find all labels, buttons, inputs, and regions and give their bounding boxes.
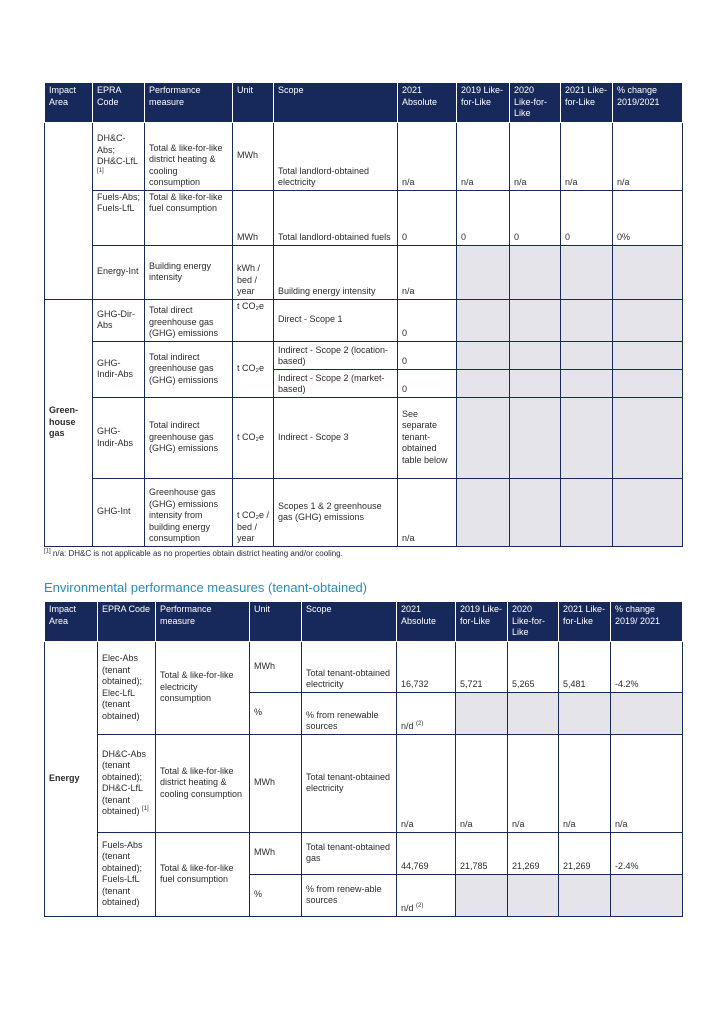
empty-cell	[611, 692, 683, 734]
value-cell: 21,269	[508, 832, 559, 874]
header-performance-measure: Performance measure	[156, 602, 250, 642]
header-2021-absolute: 2021 Absolute	[397, 602, 456, 642]
measure-cell: Total indirect greenhouse gas (GHG) emissions	[145, 341, 233, 397]
empty-cell	[559, 874, 611, 916]
epra-code-cell: DH&C-Abs; DH&C-LfL [1]	[93, 122, 145, 190]
empty-cell	[561, 245, 613, 299]
value-cell: n/a	[613, 122, 683, 190]
header-unit: Unit	[233, 83, 274, 123]
measure-cell: Building energy intensity	[145, 245, 233, 299]
empty-cell	[456, 874, 508, 916]
measure-cell: Total & like-for-like district heating & cooling consumption	[156, 734, 250, 832]
scope-cell: Direct - Scope 1	[274, 299, 398, 341]
value-cell: 44,769	[397, 832, 456, 874]
header-change: % change 2019/ 2021	[611, 602, 683, 642]
landlord-measures-table	[44, 82, 683, 547]
footnote-marker: (2)	[416, 903, 424, 909]
unit-cell: MWh	[250, 832, 302, 874]
table-row	[45, 190, 683, 245]
footnote: [1] n/a: DH&C is not applicable as no properties obtain district heating and/or cooling.	[44, 548, 343, 558]
empty-cell	[510, 245, 561, 299]
empty-cell	[457, 245, 510, 299]
value-cell: -4.2%	[611, 641, 683, 692]
empty-cell	[561, 478, 613, 546]
measure-cell: Total & like-for-like electricity consumption	[156, 641, 250, 734]
table-row	[45, 245, 683, 299]
empty-cell	[457, 369, 510, 397]
unit-cell: MWh	[233, 190, 274, 245]
empty-cell	[457, 299, 510, 341]
empty-cell	[613, 397, 683, 478]
value-cell: 5,721	[456, 641, 508, 692]
empty-cell	[561, 341, 613, 369]
empty-cell	[561, 397, 613, 478]
table-row	[45, 299, 683, 341]
epra-code-cell: Energy-Int	[93, 245, 145, 299]
measure-cell: Total & like-for-like fuel consumption	[145, 190, 233, 245]
epra-code-cell: GHG-Int	[93, 478, 145, 546]
header-impact-area: Impact Area	[45, 602, 98, 642]
footnote-marker: [1]	[97, 167, 104, 174]
table-row	[45, 122, 683, 190]
section-title: Environmental performance measures (tenant-obtained)	[44, 580, 368, 595]
unit-cell: MWh	[250, 734, 302, 832]
impact-area-energy: Energy	[45, 641, 98, 916]
unit-cell: t CO₂e / bed / year	[233, 478, 274, 546]
value-cell: 0%	[613, 190, 683, 245]
unit-cell: MWh	[250, 641, 302, 692]
scope-cell: Total landlord-obtained fuels	[274, 190, 398, 245]
value-cell: 0	[398, 299, 457, 341]
unit-cell: MWh	[233, 122, 274, 190]
header-2019-lfl: 2019 Like-for-Like	[456, 602, 508, 642]
value-cell: n/a	[510, 122, 561, 190]
empty-cell	[508, 874, 559, 916]
empty-cell	[457, 397, 510, 478]
table-header-row	[45, 83, 683, 123]
empty-cell	[613, 341, 683, 369]
footnote-marker: [1]	[142, 806, 149, 812]
value-cell: 0	[561, 190, 613, 245]
header-2021-lfl: 2021 Like-for-Like	[559, 602, 611, 642]
empty-cell	[510, 299, 561, 341]
header-2021-absolute: 2021 Absolute	[398, 83, 457, 123]
scope-cell: Scopes 1 & 2 greenhouse gas (GHG) emissions	[274, 478, 398, 546]
scope-cell: Indirect - Scope 2 (market-based)	[274, 369, 398, 397]
value-cell: n/a	[508, 734, 559, 832]
empty-cell	[456, 692, 508, 734]
scope-cell: Total tenant-obtained gas	[302, 832, 397, 874]
epra-code-cell: Elec-Abs (tenant obtained); Elec-LfL (tenant obtained)	[98, 641, 156, 734]
empty-cell	[611, 874, 683, 916]
unit-cell: %	[250, 692, 302, 734]
empty-cell	[613, 245, 683, 299]
value-cell: 0	[398, 369, 457, 397]
unit-cell: t CO₂e	[233, 397, 274, 478]
table-row	[45, 397, 683, 478]
scope-cell: Total landlord-obtained electricity	[274, 122, 398, 190]
scope-cell: Indirect - Scope 2 (location-based)	[274, 341, 398, 369]
table-row	[45, 832, 683, 874]
scope-cell: Total tenant-obtained electricity	[302, 641, 397, 692]
table-row	[45, 641, 683, 692]
value-cell: n/a	[398, 245, 457, 299]
epra-code-cell: GHG-Dir-Abs	[93, 299, 145, 341]
empty-cell	[559, 692, 611, 734]
header-scope: Scope	[274, 83, 398, 123]
epra-code-cell: Fuels-Abs; Fuels-LfL	[93, 190, 145, 245]
table-row	[45, 478, 683, 546]
footnote-marker: [1]	[44, 548, 51, 555]
value-cell: n/a	[559, 734, 611, 832]
value-cell: 21,785	[456, 832, 508, 874]
empty-cell	[561, 299, 613, 341]
scope-cell: Total tenant-obtained electricity	[302, 734, 397, 832]
value-cell: n/d $^{(2)}$	[397, 874, 456, 916]
scope-cell: Building energy intensity	[274, 245, 398, 299]
table-row	[45, 734, 683, 832]
value-cell: 0	[510, 190, 561, 245]
unit-cell: %	[250, 874, 302, 916]
unit-cell: t CO₂e	[233, 299, 274, 341]
empty-cell	[561, 369, 613, 397]
header-2020-lfl: 2020 Like-for-Like	[510, 83, 561, 123]
footnote-marker: (2)	[416, 721, 424, 727]
value-cell: n/a	[398, 122, 457, 190]
value-cell: 0	[398, 341, 457, 369]
header-epra-code: EPRA Code	[98, 602, 156, 642]
header-2020-lfl: 2020 Like-for-Like	[508, 602, 559, 642]
measure-cell: Total & like-for-like district heating & cooling consumption	[145, 122, 233, 190]
scope-cell: % from renew-able sources	[302, 874, 397, 916]
impact-area-empty-cell	[45, 122, 93, 299]
header-impact-area: Impact Area	[45, 83, 93, 123]
empty-cell	[613, 478, 683, 546]
value-cell: 5,481	[559, 641, 611, 692]
empty-cell	[508, 692, 559, 734]
scope-cell: Indirect - Scope 3	[274, 397, 398, 478]
empty-cell	[457, 478, 510, 546]
tenant-measures-table	[44, 601, 683, 917]
table-header-row	[45, 602, 683, 642]
empty-cell	[613, 369, 683, 397]
header-unit: Unit	[250, 602, 302, 642]
epra-code-cell: GHG-Indir-Abs	[93, 397, 145, 478]
value-cell: -2.4%	[611, 832, 683, 874]
value-cell: n/a	[398, 478, 457, 546]
header-epra-code: EPRA Code	[93, 83, 145, 123]
header-performance-measure: Performance measure	[145, 83, 233, 123]
value-cell: n/a	[457, 122, 510, 190]
measure-cell: Total indirect greenhouse gas (GHG) emissions	[145, 397, 233, 478]
epra-code-cell: Fuels-Abs (tenant obtained); Fuels-LfL (tenant obtained)	[98, 832, 156, 916]
measure-cell: Greenhouse gas (GHG) emissions intensity from building energy consumption	[145, 478, 233, 546]
empty-cell	[510, 341, 561, 369]
epra-code-cell: DH&C-Abs (tenant obtained); DH&C-LfL (tenant obtained) [1]	[98, 734, 156, 832]
header-2021-lfl: 2021 Like-for-Like	[561, 83, 613, 123]
epra-code-cell: GHG-Indir-Abs	[93, 341, 145, 397]
unit-cell: t CO₂e	[233, 341, 274, 397]
value-cell: n/a	[397, 734, 456, 832]
value-cell: n/d $^{(2)}$	[397, 692, 456, 734]
scope-cell: % from renewable sources	[302, 692, 397, 734]
value-cell: 0	[398, 190, 457, 245]
value-cell: 5,265	[508, 641, 559, 692]
value-cell: n/a	[561, 122, 613, 190]
header-change: % change 2019/2021	[613, 83, 683, 123]
header-2019-lfl: 2019 Like-for-Like	[457, 83, 510, 123]
empty-cell	[613, 299, 683, 341]
value-cell: 21,269	[559, 832, 611, 874]
value-cell: 16,732	[397, 641, 456, 692]
empty-cell	[457, 341, 510, 369]
measure-cell: Total direct greenhouse gas (GHG) emissions	[145, 299, 233, 341]
table-row	[45, 341, 683, 369]
empty-cell	[510, 478, 561, 546]
value-cell: n/a	[456, 734, 508, 832]
value-cell: 0	[457, 190, 510, 245]
unit-cell: kWh / bed / year	[233, 245, 274, 299]
value-cell: n/a	[611, 734, 683, 832]
empty-cell	[510, 369, 561, 397]
value-cell: See separate tenant-obtained table below	[398, 397, 457, 478]
measure-cell: Total & like-for-like fuel consumption	[156, 832, 250, 916]
impact-area-greenhouse: Green-house gas	[45, 299, 93, 546]
header-scope: Scope	[302, 602, 397, 642]
empty-cell	[510, 397, 561, 478]
